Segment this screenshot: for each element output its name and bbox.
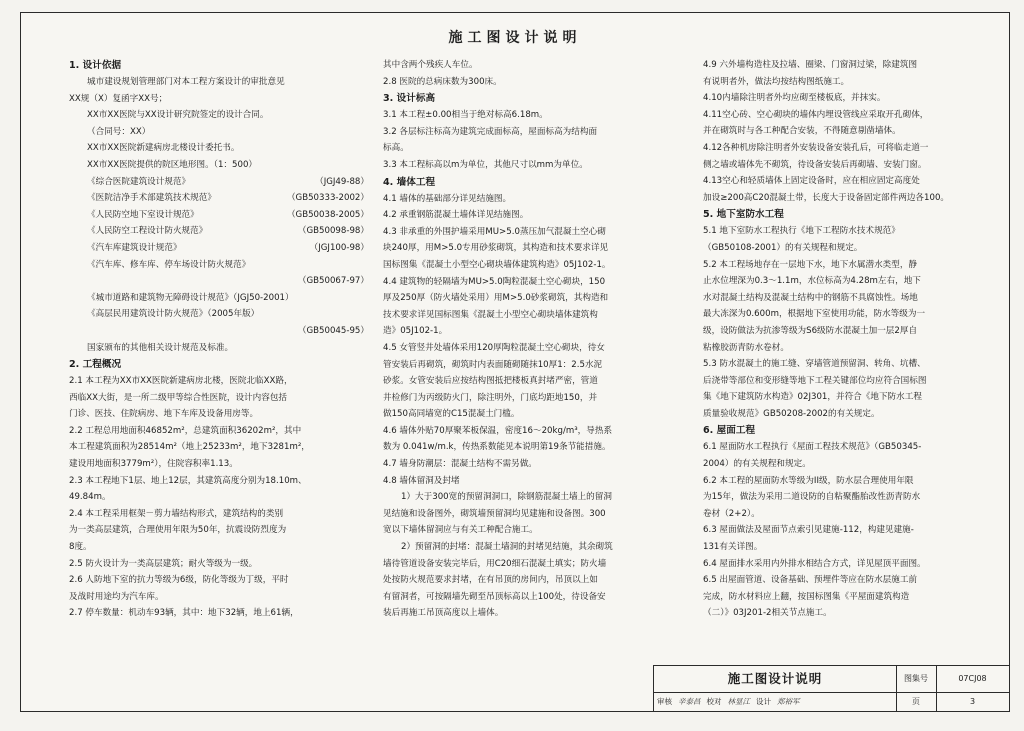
text-line: 4.5 女管竖井处墙体采用120厚陶粒混凝土空心砌块，待女	[383, 342, 605, 353]
text-line: 6.4 屋面排水采用内外排水相结合方式，详见屋顶平面图。	[703, 558, 926, 569]
section-heading-4: 4. 墙体工程	[383, 176, 436, 188]
text-line: 2.2 工程总用地面积46852m²，总建筑面积36202m²，其中	[69, 425, 302, 436]
text-line: 2.4 本工程采用框架－剪力墙结构形式，建筑结构的类别	[69, 508, 284, 519]
check-label: 校对	[706, 697, 722, 706]
designer-signature: 郑裕军	[777, 697, 800, 706]
text-line: （GB50108-2001）的有关规程和规定。	[703, 242, 863, 253]
text-line: 国标图集《混凝土小型空心砌块墙体建筑构造》05J102-1。	[383, 259, 611, 270]
text-line: 5.1 地下室防水工程执行《地下工程防水技术规范》	[703, 226, 900, 237]
section-heading-2: 2. 工程概况	[69, 359, 122, 371]
reference-line: 《高层民用建筑设计防火规范》（2005年版）	[87, 309, 260, 320]
text-line: 6.2 本工程的屋面防水等级为II级，防水层合理使用年限	[703, 475, 914, 486]
text-line: 8度。	[69, 542, 92, 553]
text-line: 2.7 停车数量：机动车93辆，其中：地下32辆，地上61辆，	[69, 608, 299, 619]
text-line: 131有关详图。	[703, 542, 763, 553]
reference-line: 《汽车库、修车库、停车场设计防火规范》	[87, 259, 251, 270]
text-line: 井检修门为丙级防火门，除注明外，门底均距地150，并	[383, 392, 598, 403]
text-line: 3.1 本工程±0.00相当于绝对标高6.18m。	[383, 110, 548, 121]
text-line: 技术要求详见国标图集《混凝土小型空心砌块墙体建筑构	[383, 309, 598, 320]
text-line: 侧之墙或墙体先不砌筑，待设备安装后再砌墙、安装门窗。	[703, 159, 927, 170]
text-line: 加设≥200高C20混凝土带，长度大于设备固定部件两边各100。	[703, 192, 950, 203]
text-line: 做150高同墙宽的C15混凝土门槛。	[383, 409, 520, 420]
text-line: （合同号：XX）	[87, 126, 151, 137]
text-line: 块240厚，用M>5.0专用砂浆砌筑，其构造和技术要求详见	[383, 243, 609, 254]
text-line: 2.3 本工程地下1层、地上12层，其建筑高度分别为18.10m、	[69, 475, 307, 486]
text-line: 门诊、医技、住院病房、地下车库及设备用房等。	[69, 409, 259, 420]
text-line: XX市XX医院与XX设计研究院签定的设计合同。	[87, 110, 269, 121]
text-line: 6.5 出屋面管道、设备基础、预埋件等应在防水层施工前	[703, 575, 918, 586]
text-line: 墙待管道设备安装完毕后，用C20细石混凝土填实；防火墙	[383, 558, 607, 569]
section-heading-6: 6. 屋面工程	[703, 425, 756, 437]
text-line: 厚及250厚（防火墙处采用）用M>5.0砂浆砌筑，其构造和	[383, 293, 609, 304]
reviewer-signature: 辛泰昌	[678, 697, 701, 706]
reference-line: 《人民防空工程设计防火规范》 （GB50098-98）	[87, 226, 369, 237]
text-line: 4.9 六外墙构造柱及拉墙、圈梁、门窗洞过梁，除建筑图	[703, 60, 918, 70]
text-line: 4.10内墙除注明者外均应砌至楼板底，并抹实。	[703, 93, 886, 104]
text-line: 粘橡胶沥青防水卷材。	[703, 342, 789, 353]
text-line: 最大冻深为0.600m，根据地下室使用功能，防水等级为一	[703, 309, 926, 320]
text-line: 3.3 本工程标高以m为单位，其他尺寸以mm为单位。	[383, 159, 588, 170]
text-line: 后浇带等部位和变形缝等地下工程关键部位均应符合国标图	[703, 375, 927, 386]
text-line: 2）预留洞的封堵：混凝土墙洞的封堵见结施，其余砌筑	[401, 542, 613, 553]
column-1	[69, 57, 369, 622]
text-line: 标高。	[383, 143, 409, 154]
title-block-name: 施工图设计说明	[654, 666, 897, 693]
review-label: 审核	[657, 697, 672, 706]
reference-line: 《人民防空地下室设计规范》 （GB50038-2005）	[87, 209, 369, 220]
text-line: 5.3 防水混凝土的施工缝、穿墙管道预留洞、转角、坑槽、	[703, 359, 926, 370]
text-line: 数为 0.041w/m.k，传热系数能见本说明第19条节能措施。	[383, 442, 611, 453]
text-line: 4.11空心砖、空心砌块的墙体内埋设管线应采取开孔砌体，	[703, 109, 929, 120]
text-line: 1）大于300宽的预留洞洞口，除钢筋混凝土墙上的留洞	[401, 492, 612, 503]
text-line: XX市XX医院提供的院区地形图。（1：500）	[87, 159, 258, 170]
text-line: 完成，防水材料应上翻，按国标图集《平屋面建筑构造	[703, 591, 910, 602]
text-line: XX规（X）复函字XX号；	[69, 93, 168, 104]
text-line: 4.4 建筑物的轻隔墙为MU>5.0陶粒混凝土空心砌块，150	[383, 276, 606, 287]
text-line: 国家颁布的其他相关设计规范及标准。	[87, 342, 234, 353]
text-line: 2.6 人防地下室的抗力等级为6级，防化等级为丁级，平时	[69, 575, 289, 586]
text-line: 4.6 墙体外贴70厚聚苯板保温，密度16～20kg/m³，导热系	[383, 425, 613, 436]
reference-line: 《城市道路和建筑物无障碍设计规范》（JGJ50-2001）	[87, 292, 294, 303]
text-line: 水对混凝土结构及混凝土结构中的钢筋不具腐蚀性。场地	[703, 292, 918, 303]
reference-line: 《汽车库建筑设计规范》 （JGJ100-98）	[87, 242, 369, 253]
text-line: 2004）的有关规程和规定。	[703, 459, 811, 470]
text-line: 2.8 医院的总病床数为300床。	[383, 76, 502, 87]
column-3	[703, 57, 991, 622]
page-label: 页	[896, 692, 937, 712]
text-line: 西临XX大街，是一所二级甲等综合性医院，设计内容包括	[69, 392, 288, 403]
text-line: 处按防火规范要求封堵，在有吊顶的房间内，吊顶以上如	[383, 575, 598, 586]
document-title: 施工图设计说明	[448, 30, 582, 46]
text-line: 卷材（2+2）。	[703, 508, 760, 519]
text-line: 6.3 屋面做法及屋面节点索引见建施-112，构建见建施-	[703, 525, 914, 536]
text-line: 4.12各种机房除注明者外安装设备安装孔后，可将临走道一	[703, 142, 929, 153]
atlas-number-label: 图集号	[896, 666, 937, 693]
text-line: 集《地下建筑防水构造》02J301，并符合《地下防水工程	[703, 392, 922, 403]
text-line: 4.3 非承重的外围护墙采用MU>5.0蒸压加气混凝土空心砌	[383, 226, 606, 237]
text-line: 砂浆。女管安装后应按结构图抵把楼板真封堵严密，管道	[383, 376, 598, 387]
text-line: 宽以下墙体留洞应与有关工种配合施工。	[383, 525, 538, 536]
text-line: 造》05J102-1。	[383, 326, 448, 337]
text-line: 为一类高层建筑，合理使用年限为50年，抗震设防烈度为	[69, 525, 287, 536]
column-2	[383, 57, 683, 622]
text-line: 4.2 承重钢筋混凝土墙体详见结施图。	[383, 210, 529, 221]
text-line: 6.1 屋面防水工程执行《屋面工程技术规范》（GB50345-	[703, 442, 922, 453]
atlas-number: 07CJ08	[936, 666, 1009, 693]
text-line: 其中含两个残疾人车位。	[383, 60, 478, 70]
text-line: 有说明者外，做法均按结构图纸施工。	[703, 76, 850, 87]
text-line: 见结施和设备图外，砌筑墙预留洞均见建施和设备图。300	[383, 508, 606, 519]
text-line: 有留洞者，可按隔墙先砌至吊顶标高以上100处，待设备安	[383, 591, 606, 602]
text-line: 2.1 本工程为XX市XX医院新建病房北楼，医院北临XX路，	[69, 376, 293, 387]
reference-code: （GB50067-97）	[297, 276, 369, 287]
checker-signature: 林显江	[727, 697, 750, 706]
section-heading-3: 3. 设计标高	[383, 93, 436, 105]
text-line: XX市XX医院新建病房北楼设计委托书。	[87, 143, 240, 154]
text-line: 本工程建筑面积为28514m²（地上25233m²，地下3281m²，	[69, 442, 310, 453]
reference-line: 《医院洁净手术部建筑技术规范》 （GB50333-2002）	[87, 193, 369, 204]
text-line: 并在砌筑时与各工种配合安装，不得随意剔凿墙体。	[703, 126, 901, 137]
text-line: 4.13空心和轻质墙体上固定设备时，应在相应固定高度处	[703, 176, 920, 187]
text-line: 4.1 墙体的基础部分详见结施图。	[383, 193, 512, 204]
text-line: 建设用地面积3779m²），住院容积率1.13。	[69, 459, 238, 470]
text-line: 止水位埋深为0.3～1.1m，水位标高为4.28m左右，地下	[703, 276, 921, 287]
text-line: 3.2 各层标注标高为建筑完成面标高，屋面标高为结构面	[383, 126, 598, 137]
reference-code: （GB50045-95）	[297, 325, 369, 336]
text-line: 装后再施工吊顶高度以上墙体。	[383, 608, 504, 619]
drawing-sheet	[20, 12, 1010, 712]
text-line: 质量验收规范》GB50208-2002的有关规定。	[703, 408, 880, 419]
text-line: 管安装后再砌筑，砌筑时内表面随砌随抹10厚1：2.5水泥	[383, 359, 603, 370]
text-line: （二）》03J201-2相关节点施工。	[703, 608, 832, 619]
text-line: 5.2 本工程场地存在一层地下水，地下水属潜水类型，静	[703, 259, 918, 270]
text-line: 级，设防做法为抗渗等级为S6级防水混凝土加一层2厚自	[703, 325, 918, 336]
text-line: 为15年，做法为采用二道设防的自粘聚酯胎改性沥青防水	[703, 492, 921, 503]
section-heading-1: 1. 设计依据	[69, 60, 122, 71]
text-line: 49.84m。	[69, 492, 111, 503]
design-label: 设计	[756, 697, 771, 706]
section-heading-5: 5. 地下室防水工程	[703, 209, 784, 221]
text-line: 及战时用途均为汽车库。	[69, 591, 164, 602]
text-line: 4.8 墙体留洞及封堵	[383, 475, 460, 486]
text-line: 2.5 防火设计为一类高层建筑；耐火等级为一级。	[69, 558, 258, 569]
signature-row	[654, 692, 897, 712]
title-block	[653, 665, 1009, 711]
text-line: 4.7 墙身防潮层：混凝土结构不需另做。	[383, 459, 537, 470]
text-line: 城市建设规划管理部门对本工程方案设计的审批意见	[87, 77, 285, 87]
reference-line: 《综合医院建筑设计规范》 （JGJ49-88）	[87, 176, 369, 187]
page-number: 3	[969, 697, 976, 706]
